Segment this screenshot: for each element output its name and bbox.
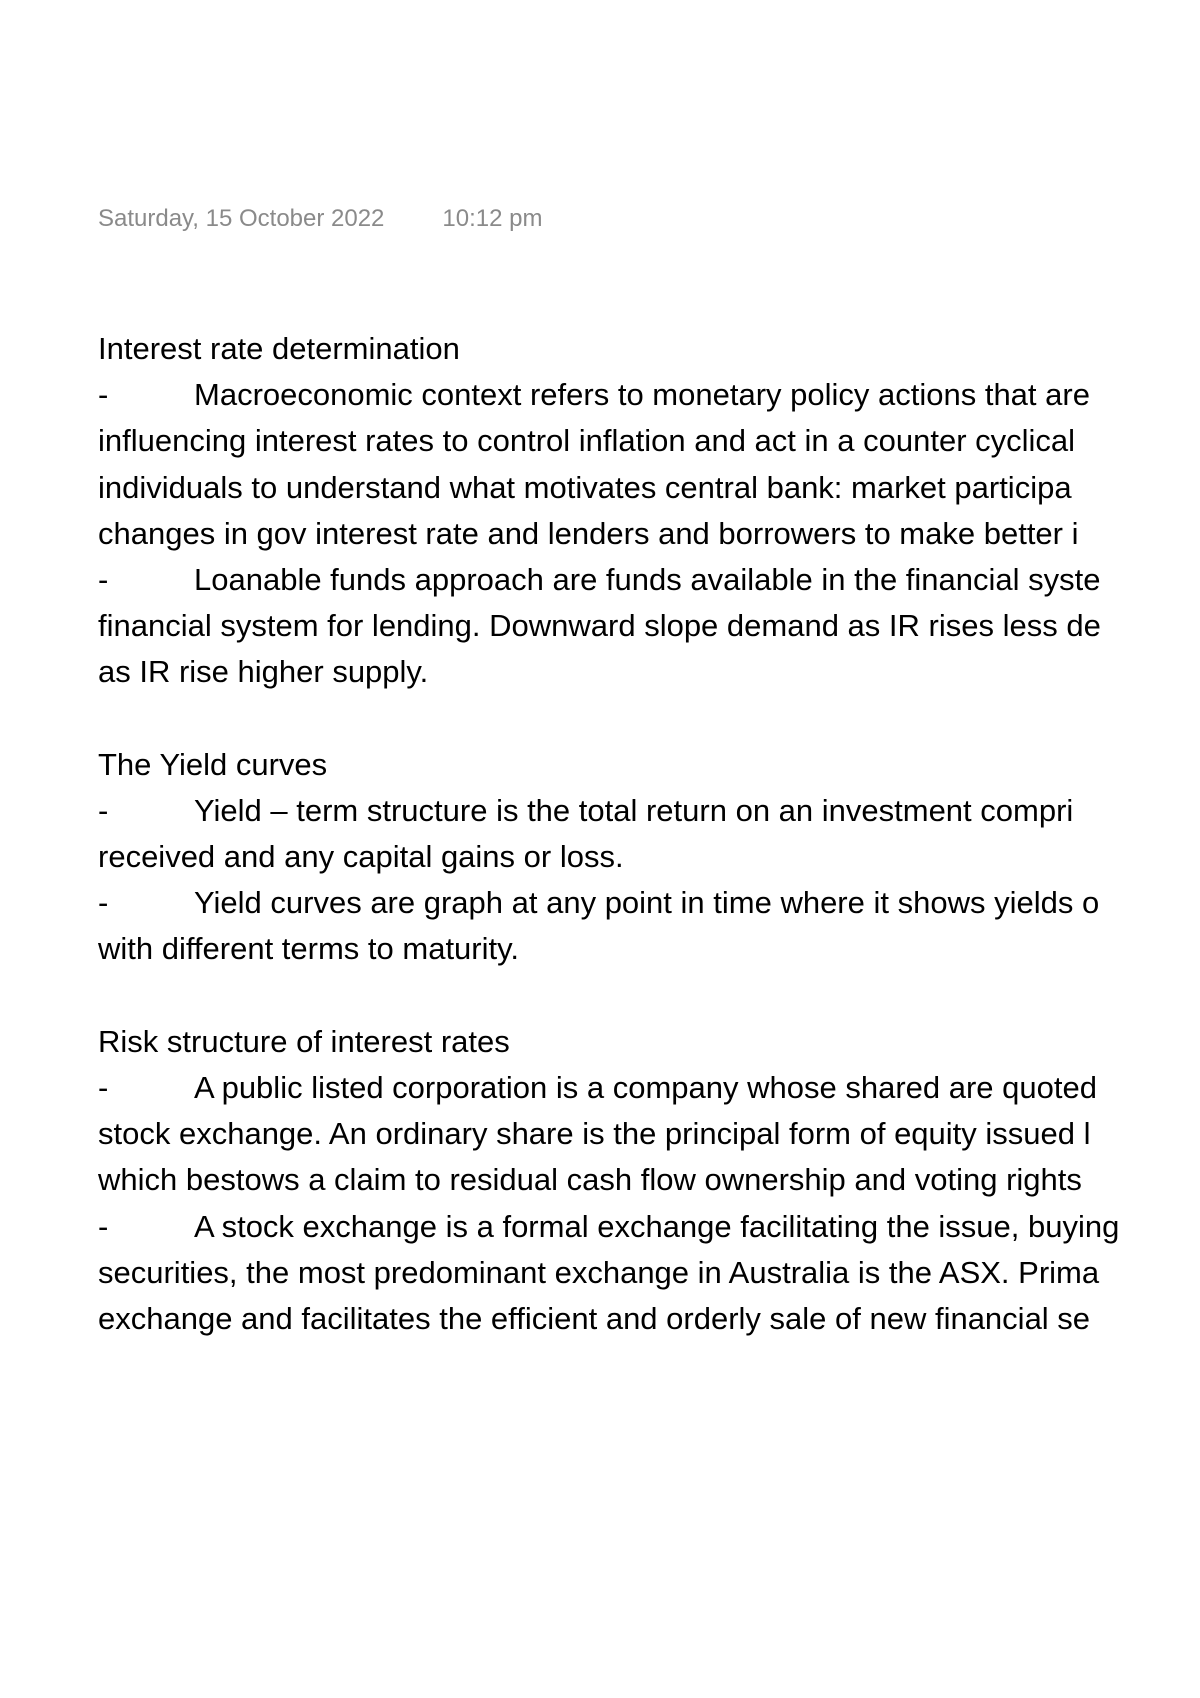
bullet-dash: - [98,792,109,828]
text-line: with different terms to maturity. [98,931,519,967]
text-line: stock exchange. An ordinary share is the principal form of equity issued l [98,1116,1091,1152]
text-line: securities, the most predominant exchange in Australia is the ASX. Prima [98,1254,1100,1290]
section-heading: Risk structure of interest rates [98,1023,510,1059]
note-body [98,326,1200,1342]
text-line: as IR rise higher supply. [98,654,429,690]
bullet-line [98,1204,1200,1250]
bullet-text: A public listed corporation is a company whose shared are quoted [194,1070,1097,1105]
bullet-dash: - [98,885,109,921]
bullet-text: A stock exchange is a formal exchange facilitating the issue, buying [194,1208,1120,1244]
bullet-line [98,372,1200,418]
section-heading: Interest rate determination [98,331,460,366]
bullet-line [98,880,1200,926]
text-line: financial system for lending. Downward slope demand as IR rises less de [98,608,1101,644]
bullet-text: Yield – term structure is the total return on an investment compri [194,792,1074,828]
bullet-line [98,557,1200,603]
bullet-line [98,788,1200,834]
bullet-dash: - [98,1208,109,1244]
bullet-line [98,1065,1200,1111]
section-heading: The Yield curves [98,746,328,782]
text-line: which bestows a claim to residual cash flow ownership and voting rights [98,1162,1082,1198]
note-date: Saturday, 15 October 2022 [98,205,385,232]
bullet-dash: - [98,377,109,413]
note-timestamp [98,205,542,233]
note-time: 10:12 pm [442,205,543,232]
text-line: influencing interest rates to control inflation and act in a counter cyclical [98,423,1076,459]
bullet-text: Loanable funds approach are funds available in the financial syste [194,561,1101,597]
text-line: individuals to understand what motivates central bank: market participa [98,469,1072,505]
text-line: changes in gov interest rate and lenders and borrowers to make better i [98,515,1079,551]
spacer [98,973,1200,1019]
bullet-text: Yield curves are graph at any point in time where it shows yields o [194,885,1100,921]
bullet-text: Macroeconomic context refers to monetary policy actions that are [194,377,1090,413]
bullet-dash: - [98,1070,109,1105]
text-line: exchange and facilitates the efficient and orderly sale of new financial se [98,1300,1091,1336]
text-line: received and any capital gains or loss. [98,839,624,875]
spacer [98,696,1200,742]
bullet-dash: - [98,561,109,597]
